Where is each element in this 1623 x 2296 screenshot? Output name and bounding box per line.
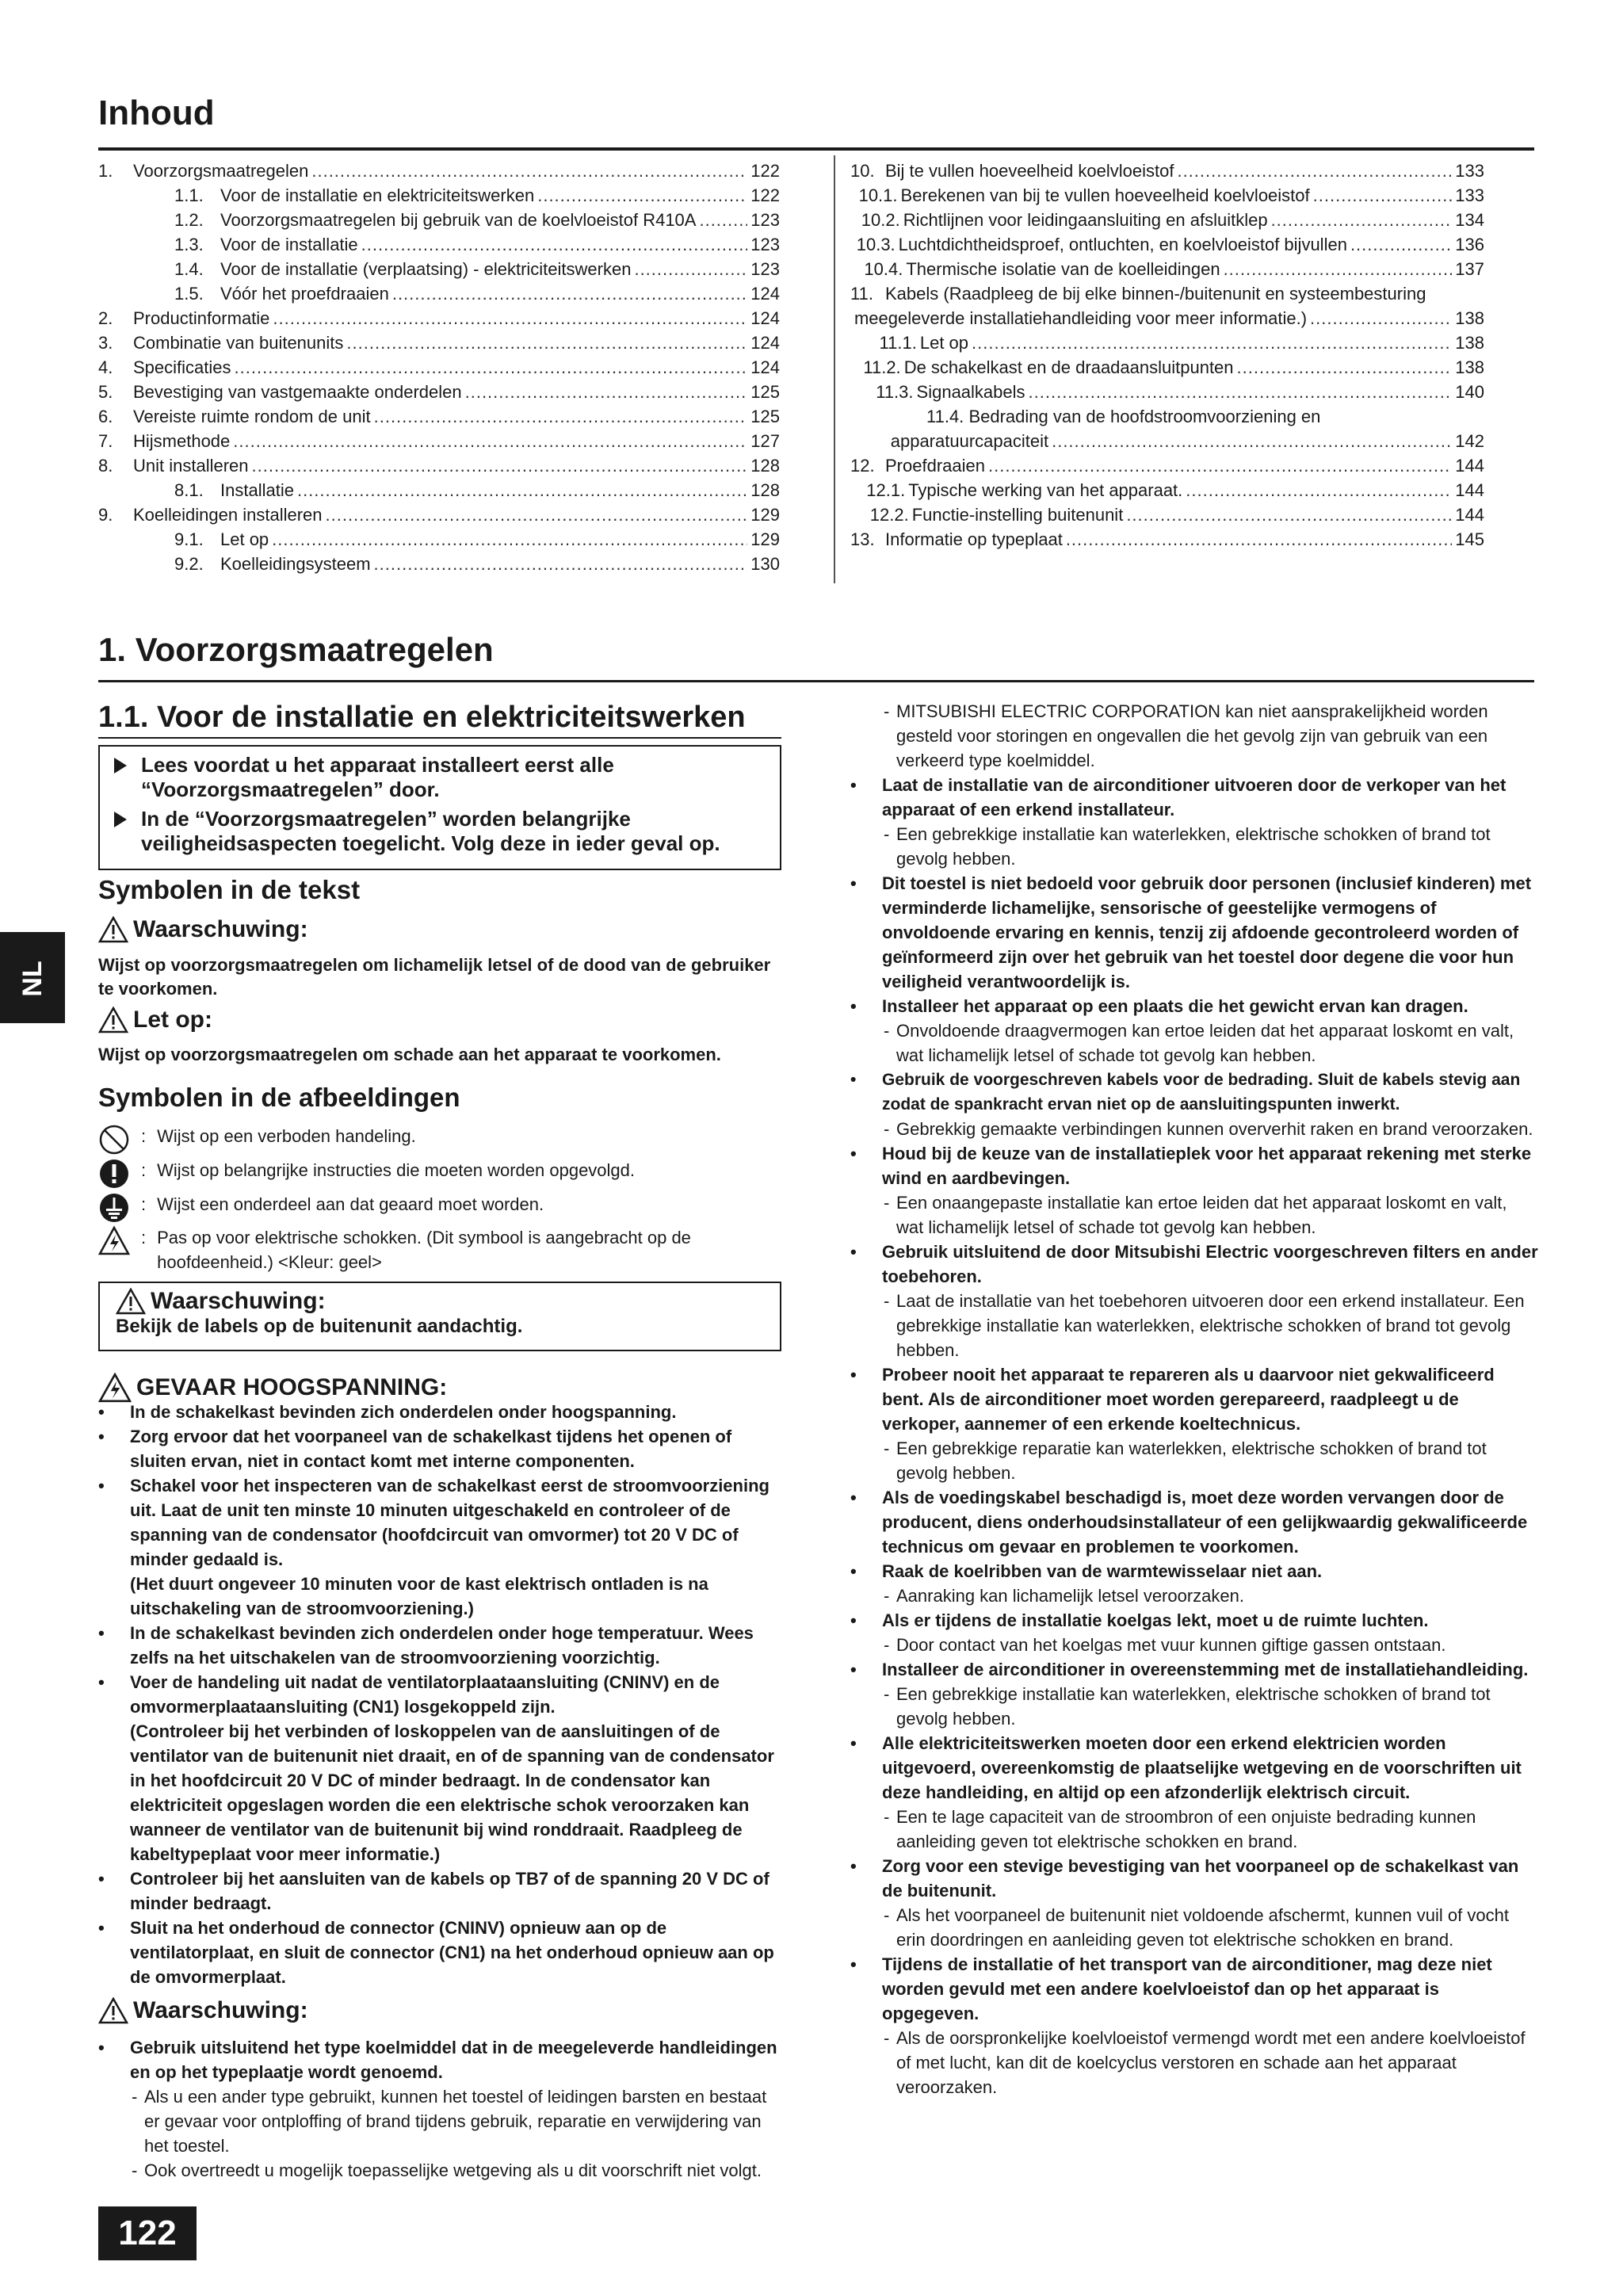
toc-column-divider	[834, 155, 835, 583]
toc-entry[interactable]: 4. Specificaties ..... 124	[98, 355, 780, 380]
toc-entry[interactable]: 11. Kabels (Raadpleeg de bij elke binnen-/buitenunit en systeembesturing	[850, 284, 1426, 304]
list-item: • Als de voedingskabel beschadigd is, moet deze worden vervangen door de producent, diens onderhoudsinstallateur of een gelijkwaardig gekwalificeerde technicus om gevaar en problemen te voorkomen.	[850, 1485, 1538, 1559]
list-item: • In de schakelkast bevinden zich onderdelen onder hoogspanning.	[98, 1400, 781, 1424]
toc-entry[interactable]: 1.4. Voor de installatie (verplaatsing) - elektriciteitswerken ..... 123	[98, 257, 780, 281]
sub-item: - Een gebrekkige installatie kan waterlekken, elektrische schokken of brand tot gevolg hebben.	[882, 1682, 1538, 1731]
warning-description: Wijst op voorzorgsmaatregelen om lichamelijk letsel of de dood van de gebruiker te voorkomen.	[98, 955, 771, 999]
page-number: 122	[98, 2206, 197, 2260]
toc-entry[interactable]: 10.2. Richtlijnen voor leidingaansluiting en afsluitklep ..... 134	[850, 208, 1484, 232]
list-item: • Tijdens de installatie of het transport van de airconditioner, mag deze niet worden gevuld met een andere koelvloeistof dan op het apparaat is opgegeven. - Als de oorspronkelijke koelvloeistof vermengd wordt met een andere koelvloeistof of met lucht, kan dit de koelcyclus verstoren en schade aan het apparaat veroorzaken.	[850, 1952, 1538, 2099]
electric-shock-icon	[98, 1225, 130, 1257]
title-rule	[98, 147, 1534, 151]
subsection-heading: 1.1. Voor de installatie en elektriciteitswerken	[98, 701, 746, 734]
warning-text: Bekijk de labels op de buitenunit aandachtig.	[116, 1316, 523, 1337]
toc-entry[interactable]: 9.1. Let op ..... 129	[98, 527, 780, 552]
list-item: • Probeer nooit het apparaat te repareren als u daarvoor niet gekwalificeerd bent. Als de airconditioner moet worden gerepareerd, raadpleegt u de verkoper, aannemer of een erkende koeltechnicus. - Een gebrekkige reparatie kan waterlekken, elektrische schokken of brand tot gevolg hebben.	[850, 1362, 1538, 1485]
symbols-text-heading: Symbolen in de tekst	[98, 875, 361, 904]
list-item: • Installeer het apparaat op een plaats die het gewicht ervan kan dragen. - Onvoldoende draagvermogen kan ertoe leiden dat het apparaat loskomt en valt, wat lichamelijk letsel of schade tot gevolg kan hebben.	[850, 994, 1538, 1068]
warning-heading: Waarschuwing:	[98, 916, 308, 943]
list-item: • Gebruik uitsluitend het type koelmiddel dat in de meegeleverde handleidingen en op het typeplaatje wordt genoemd. - Als u een ander type gebruikt, kunnen het toestel of leidingen barsten en bestaat er gevaar voor ontploffing of brand tijdens gebruik, reparatie en verwijdering van het toestel. - Ook overtreedt u mogelijk toepasselijke wetgeving als u dit voorschrift niet volgt.	[98, 2035, 781, 2183]
list-item: • Raak de koelribben van de warmtewisselaar niet aan. - Aanraking kan lichamelijk letsel veroorzaken.	[850, 1559, 1538, 1608]
caution-triangle-icon	[98, 1007, 128, 1033]
prohibited-icon	[98, 1124, 130, 1156]
toc-entry[interactable]: 11.1. Let op ..... 138	[850, 330, 1484, 355]
toc-entry[interactable]: 1.3. Voor de installatie ..... 123	[98, 232, 780, 257]
toc-entry[interactable]: 10.1. Berekenen van bij te vullen hoeveelheid koelvloeistof ..... 133	[850, 183, 1484, 208]
list-item: • Installeer de airconditioner in overeenstemming met de installatiehandleiding. - Een gebrekkige installatie kan waterlekken, elektrische schokken of brand tot gevolg hebben.	[850, 1657, 1538, 1731]
symbol-row: : Pas op voor elektrische schokken. (Dit symbool is aangebracht op de hoofdeenheid.) <Kleur: geel>	[98, 1225, 780, 1274]
list-item: • Als er tijdens de installatie koelgas lekt, moet u de ruimte luchten. - Door contact van het koelgas met vuur kunnen giftige gassen ontstaan.	[850, 1608, 1538, 1657]
sub-item: - Ook overtreedt u mogelijk toepasselijke wetgeving als u dit voorschrift niet volgt.	[130, 2158, 781, 2183]
toc-entry[interactable]: 12. Proefdraaien ..... 144	[850, 453, 1484, 478]
section-rule	[98, 680, 1534, 682]
sub-item: - Een onaangepaste installatie kan ertoe leiden dat het apparaat loskomt en valt, wat lichamelijk letsel of schade tot gevolg kan hebben.	[882, 1190, 1538, 1240]
list-item: • Controleer bij het aansluiten van de kabels op TB7 of de spanning 20 V DC of minder bedraagt.	[98, 1866, 781, 1916]
list-item: • Alle elektriciteitswerken moeten door een erkend elektricien worden uitgevoerd, overeenkomstig de plaatselijke wetgeving en de voorschriften uit deze handleiding, en altijd op een afzonderlijk elektrisch circuit. - Een te lage capaciteit van de stroombron of een onjuiste bedrading kunnen aanleiding geven tot elektrische schokken en brand.	[850, 1731, 1538, 1854]
labels-warning-box	[98, 1282, 781, 1351]
list-item: • Laat de installatie van de airconditioner uitvoeren door de verkoper van het apparaat of een erkend installateur. - Een gebrekkige installatie kan waterlekken, elektrische schokken of brand tot gevolg hebben.	[850, 773, 1538, 871]
sub-item: - Onvoldoende draagvermogen kan ertoe leiden dat het apparaat loskomt en valt, wat lichamelijk letsel of schade tot gevolg kan hebben.	[882, 1018, 1538, 1068]
sub-item: - Als het voorpaneel de buitenunit niet voldoende afschermt, kunnen vuil of vocht erin doordringen en aanleiding geven tot elektrische schokken en brand.	[882, 1903, 1538, 1952]
sub-item: - Een te lage capaciteit van de stroombron of een onjuiste bedrading kunnen aanleiding geven tot elektrische schokken en brand.	[882, 1805, 1538, 1854]
danger-list	[98, 1400, 781, 1989]
toc-entry[interactable]: 3. Combinatie van buitenunits ..... 124	[98, 330, 780, 355]
toc-entry[interactable]: 10.4. Thermische isolatie van de koelleidingen ..... 137	[850, 257, 1484, 281]
sub-item: - Laat de installatie van het toebehoren uitvoeren door een erkend installateur. Een gebrekkige installatie kan waterlekken, elektrische schokken of brand tot gevolg hebben.	[882, 1289, 1538, 1362]
ground-earth-icon	[98, 1192, 130, 1224]
mandatory-instruction-icon	[98, 1158, 130, 1190]
toc-entry[interactable]: 11.3. Signaalkabels ..... 140	[850, 380, 1484, 404]
list-item: • Zorg voor een stevige bevestiging van het voorpaneel op de schakelkast van de buitenunit. - Als het voorpaneel de buitenunit niet voldoende afschermt, kunnen vuil of vocht erin doordringen en aanleiding geven tot elektrische schokken en brand.	[850, 1854, 1538, 1952]
list-item: • Schakel voor het inspecteren van de schakelkast eerst de stroomvoorziening uit. Laat de unit ten minste 10 minuten uitgeschakeld en controleer of de spanning van de condensator (hoofdcircuit van omvormer) tot 20 V DC of minder gedaald is. (Het duurt ongeveer 10 minuten voor de kast elektrisch ontladen is na uitschakeling van de stroomvoorziening.)	[98, 1473, 781, 1621]
toc-entry[interactable]: 9.2. Koelleidingsysteem ..... 130	[98, 552, 780, 576]
intro-box	[98, 745, 781, 870]
toc-entry[interactable]: 12.1. Typische werking van het apparaat. ..... 144	[850, 478, 1484, 502]
triangle-bullet-icon	[114, 758, 127, 774]
high-voltage-icon	[98, 1373, 132, 1403]
warning-heading: Waarschuwing:	[98, 1997, 308, 2024]
sub-item: - Aanraking kan lichamelijk letsel veroorzaken.	[882, 1584, 1538, 1608]
toc-entry[interactable]: 8. Unit installeren ..... 128	[98, 453, 780, 478]
list-item: • In de schakelkast bevinden zich onderdelen onder hoge temperatuur. Wees zelfs na het uitschakelen van de stroomvoorziening voorzichtig.	[98, 1621, 781, 1670]
list-item: • Voer de handeling uit nadat de ventilatorplaataansluiting (CNINV) en de omvormerplaataansluiting (CN1) losgekoppeld zijn. (Controleer bij het verbinden of loskoppelen van de aansluitingen of de ventilator van de buitenunit niet draait, en of de spanning van de condensator in het hoofdcircuit 20 V DC of minder bedraagt. In de condensator kan elektriciteit opgeslagen worden die een elektrische schok veroorzaken kan wanneer de ventilator van de buitenunit bij wind ronddraait. Raadpleeg de kabeltypeplaat voor meer informatie.)	[98, 1670, 781, 1866]
section-heading: 1. Voorzorgsmaatregelen	[98, 631, 494, 668]
symbols-images-heading: Symbolen in de afbeeldingen	[98, 1083, 460, 1112]
caution-heading: Let op:	[98, 1007, 212, 1033]
list-item: • Sluit na het onderhoud de connector (CNINV) opnieuw aan op de ventilatorplaat, en sluit de connector (CN1) na het onderhoud opnieuw aan op de omvormerplaat.	[98, 1916, 781, 1989]
toc-entry[interactable]: 13. Informatie op typeplaat ..... 145	[850, 527, 1484, 552]
toc-entry[interactable]: 1. Voorzorgsmaatregelen ..... 122	[98, 159, 780, 183]
warning-triangle-icon	[116, 1288, 146, 1315]
list-item: • Gebruik uitsluitend de door Mitsubishi Electric voorgeschreven filters en ander toebehoren. - Laat de installatie van het toebehoren uitvoeren door een erkend installateur. Een gebrekkige installatie kan waterlekken, elektrische schokken of brand tot gevolg hebben.	[850, 1240, 1538, 1362]
warning-triangle-icon	[98, 1997, 128, 2024]
toc-entry[interactable]: 11.4. Bedrading van de hoofdstroomvoorziening en	[926, 407, 1321, 426]
intro-item: Lees voordat u het apparaat installeert eerst alle “Voorzorgsmaatregelen” door.	[111, 753, 769, 802]
warning-heading: Waarschuwing:	[116, 1288, 764, 1315]
right-column	[850, 699, 1538, 2099]
sub-item: - Als u een ander type gebruikt, kunnen het toestel of leidingen barsten en bestaat er gevaar voor ontploffing of brand tijdens gebruik, reparatie en verwijdering van het toestel.	[130, 2084, 781, 2158]
sub-item: - Een gebrekkige installatie kan waterlekken, elektrische schokken of brand tot gevolg hebben.	[882, 822, 1538, 871]
sub-item: - Als de oorspronkelijke koelvloeistof vermengd wordt met een andere koelvloeistof of met lucht, kan dit de koelcyclus verstoren en schade aan het apparaat veroorzaken.	[882, 2026, 1538, 2099]
sub-item: - Door contact van het koelgas met vuur kunnen giftige gassen ontstaan.	[882, 1633, 1538, 1657]
list-item: • Gebruik de voorgeschreven kabels voor de bedrading. Sluit de kabels stevig aan zodat de spankracht ervan niet op de aansluitingspunten inwerkt. - Gebrekkig gemaakte verbindingen kunnen oververhit raken en brand veroorzaken.	[850, 1068, 1538, 1141]
sub-item: - Gebrekkig gemaakte verbindingen kunnen oververhit raken en brand veroorzaken.	[882, 1117, 1538, 1141]
list-item: • Zorg ervoor dat het voorpaneel van de schakelkast tijdens het openen of sluiten ervan, niet in contact komt met interne componenten.	[98, 1424, 781, 1473]
toc-entry[interactable]: 11.2. De schakelkast en de draadaansluitpunten ..... 138	[850, 355, 1484, 380]
warning-triangle-icon	[98, 916, 128, 943]
sub-item: - Een gebrekkige reparatie kan waterlekken, elektrische schokken of brand tot gevolg hebben.	[882, 1436, 1538, 1485]
toc-entry[interactable]: 9. Koelleidingen installeren ..... 129	[98, 502, 780, 527]
refrigerant-warning-list	[98, 2035, 781, 2183]
toc-right-column	[850, 159, 1484, 552]
toc-entry[interactable]: 7. Hijsmethode ..... 127	[98, 429, 780, 453]
toc-entry[interactable]: 1.1. Voor de installatie en elektriciteitswerken ..... 122	[98, 183, 780, 208]
intro-item: In de “Voorzorgsmaatregelen” worden belangrijke veiligheidsaspecten toegelicht. Volg deze in ieder geval op.	[111, 807, 769, 856]
symbol-row: : Wijst een onderdeel aan dat geaard moet worden.	[98, 1192, 780, 1224]
danger-heading: GEVAAR HOOGSPANNING:	[98, 1373, 447, 1403]
toc-entry[interactable]: 6. Vereiste ruimte rondom de unit ..... 125	[98, 404, 780, 429]
language-tab-label: NL	[17, 961, 48, 997]
toc-entry[interactable]: 1.2. Voorzorgsmaatregelen bij gebruik van de koelvloeistof R410A ..... 123	[98, 208, 780, 232]
symbol-row: : Wijst op een verboden handeling.	[98, 1124, 780, 1156]
triangle-bullet-icon	[114, 812, 127, 827]
toc-entry-continued[interactable]: meegeleverde installatiehandleiding voor meer informatie.) ..... 138	[850, 306, 1484, 330]
toc-entry[interactable]: 12.2. Functie-instelling buitenunit ..... 144	[850, 502, 1484, 527]
toc-entry[interactable]: 8.1. Installatie ..... 128	[98, 478, 780, 502]
page-title: Inhoud	[98, 94, 215, 132]
toc-entry[interactable]: 5. Bevestiging van vastgemaakte onderdelen ..... 125	[98, 380, 780, 404]
subsection-rule	[98, 737, 781, 739]
list-item: • Houd bij de keuze van de installatieplek voor het apparaat rekening met sterke wind en aardbevingen. - Een onaangepaste installatie kan ertoe leiden dat het apparaat loskomt en valt, wat lichamelijk letsel of schade tot gevolg kan hebben.	[850, 1141, 1538, 1240]
toc-entry[interactable]: 10. Bij te vullen hoeveelheid koelvloeistof ..... 133	[850, 159, 1484, 183]
sub-item: - MITSUBISHI ELECTRIC CORPORATION kan niet aansprakelijkheid worden gesteld voor storingen en ongevallen die het gevolg zijn van gebruik van een verkeerd type koelmiddel.	[882, 699, 1538, 773]
toc-entry-continued[interactable]: apparatuurcapaciteit ..... 142	[850, 429, 1484, 453]
toc-entry[interactable]: 10.3. Luchtdichtheidsproef, ontluchten, en koelvloeistof bijvullen ..... 136	[850, 232, 1484, 257]
caution-description: Wijst op voorzorgsmaatregelen om schade aan het apparaat te voorkomen.	[98, 1045, 721, 1064]
list-item: • Dit toestel is niet bedoeld voor gebruik door personen (inclusief kinderen) met verminderde lichamelijke, sensorische of geestelijke vermogens of onvoldoende ervaring en kennis, tenzij zij afdoende gecontroleerd worden of geïnformeerd zijn over het gebruik van het toestel door degene die voor hun veiligheid verantwoordelijk is.	[850, 871, 1538, 994]
toc-left-column	[98, 159, 780, 576]
toc-entry[interactable]: 2. Productinformatie ..... 124	[98, 306, 780, 330]
symbol-row: : Wijst op belangrijke instructies die moeten worden opgevolgd.	[98, 1158, 780, 1190]
toc-entry[interactable]: 1.5. Vóór het proefdraaien ..... 124	[98, 281, 780, 306]
